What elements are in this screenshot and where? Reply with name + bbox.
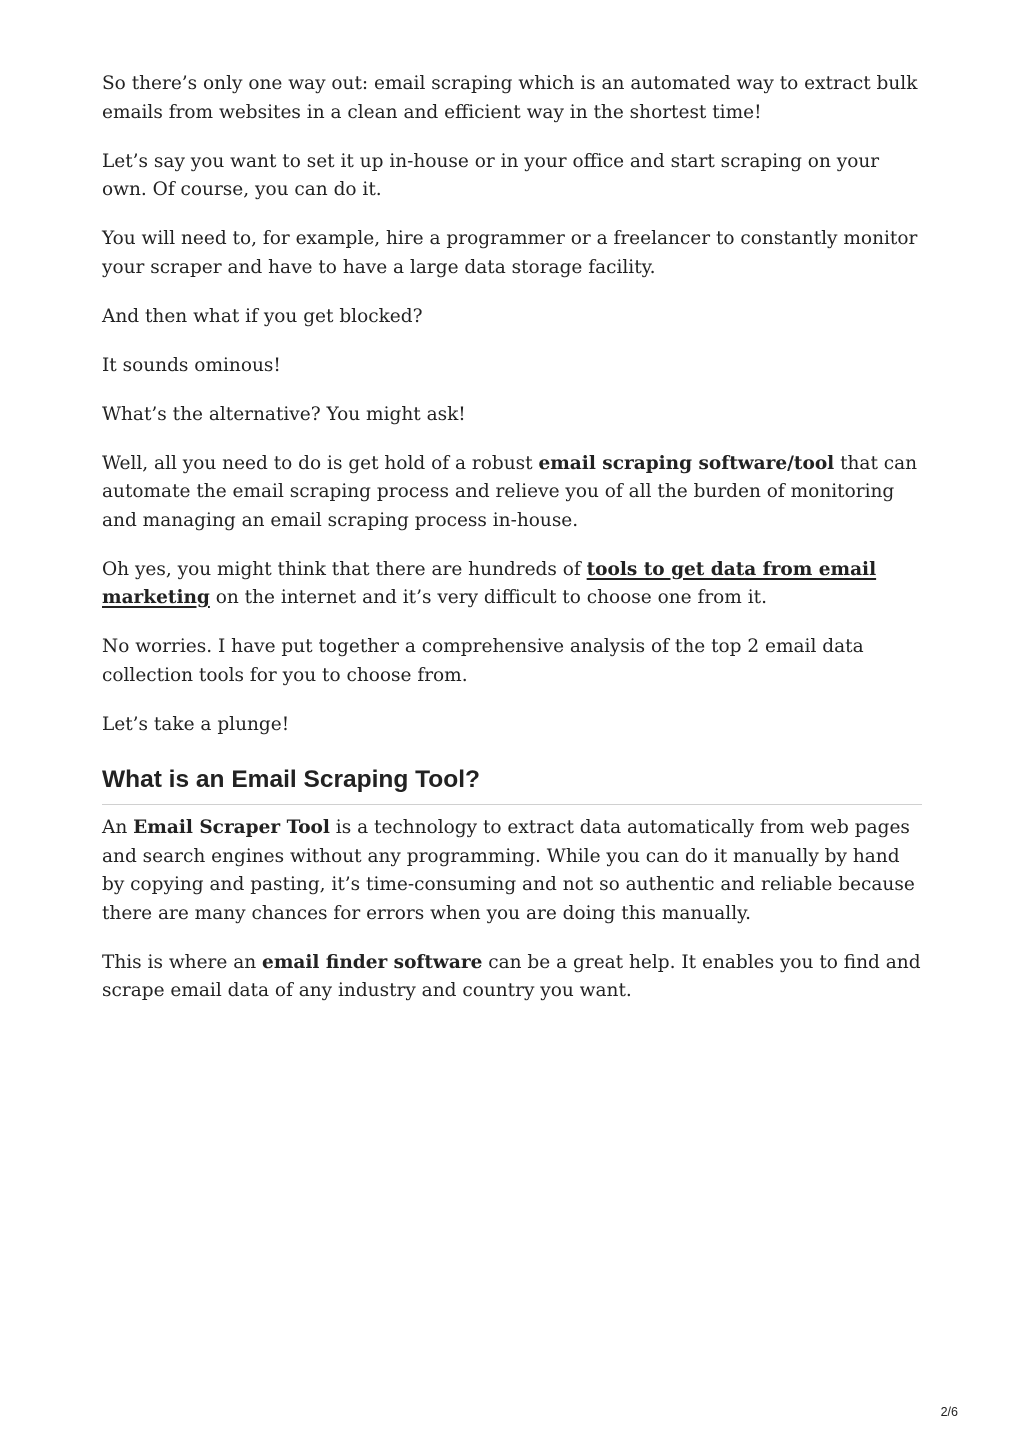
robust-text-before: Well, all you need to do is get hold of a robust <box>102 452 539 474</box>
paragraph-get-blocked: And then what if you get blocked? <box>102 305 423 327</box>
tools-text-after: on the internet and it’s very difficult to choose one from it. <box>209 587 767 608</box>
paragraph-scraper-tool-definition <box>102 814 922 928</box>
paragraph-no-worries: No worries. I have put together a comprehensive analysis of the top 2 email data collection tools for you to choose from. <box>102 636 864 686</box>
scraper-text-before: An <box>102 817 134 838</box>
paragraph-alternative: What’s the alternative? You might ask! <box>102 403 466 425</box>
paragraph-take-plunge: Let’s take a plunge! <box>102 713 290 735</box>
finder-text-after: can be a great help. It enables you to find and scrape email data of any industry and country you want. <box>102 951 921 1001</box>
scraper-bold-term: Email Scraper Tool <box>133 817 330 838</box>
page-number: 2/6 <box>940 1405 958 1419</box>
robust-bold-term: email scraping software/tool <box>538 452 835 474</box>
article-body <box>102 70 922 1026</box>
scraper-text-after: is a technology to extract data automatically from web pages and search engines without any programming. While you can do it manually by hand by copying and pasting, it’s time-consuming and not so authentic and reliable because there are many chances for errors when you are doing this manually. <box>102 817 915 924</box>
finder-text-before: This is where an <box>102 951 263 973</box>
paragraph-hundreds-of-tools <box>102 556 922 613</box>
paragraph-email-finder <box>102 949 922 1006</box>
finder-bold-term: email finder software <box>262 951 483 973</box>
section-heading: What is an Email Scraping Tool? <box>102 765 922 805</box>
robust-text-after: that can automate the email scraping process and relieve you of all the burden of monitoring and managing an email scraping process in-house. <box>102 452 918 531</box>
paragraph-sounds-ominous: It sounds ominous! <box>102 354 281 376</box>
paragraph-robust-tool <box>102 450 922 536</box>
tools-link[interactable]: tools to get data from email marketing <box>102 558 877 608</box>
paragraph-hire-programmer: You will need to, for example, hire a programmer or a freelancer to constantly monitor your scraper and have to have a large data storage facility. <box>102 228 918 278</box>
paragraph-email-scraping-way-out: So there’s only one way out: email scraping which is an automated way to extract bulk emails from websites in a clean and efficient way in the shortest time! <box>102 73 918 123</box>
tools-text-before: Oh yes, you might think that there are hundreds of <box>102 558 587 580</box>
paragraph-in-house-setup: Let’s say you want to set it up in-house or in your office and start scraping on your own. Of course, you can do it. <box>102 150 880 200</box>
